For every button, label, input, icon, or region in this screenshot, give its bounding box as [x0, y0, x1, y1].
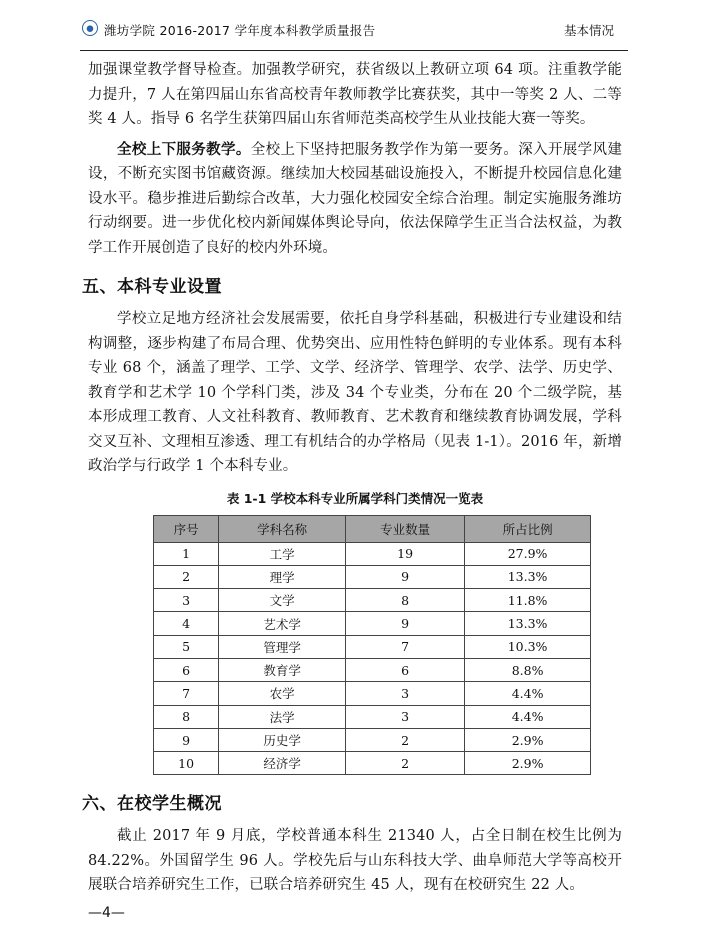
cell-count: 6 — [346, 658, 465, 681]
cell-count: 3 — [346, 705, 465, 728]
header-cell-number: 序号 — [154, 515, 219, 542]
cell-number: 4 — [154, 612, 219, 635]
cell-percentage: 4.4% — [465, 705, 591, 728]
cell-count: 9 — [346, 565, 465, 588]
table-row — [154, 542, 591, 565]
paragraph-service-teaching — [88, 138, 622, 261]
cell-count: 8 — [346, 589, 465, 612]
cell-discipline: 艺术学 — [219, 612, 346, 635]
table-row — [154, 565, 591, 588]
cell-discipline: 历史学 — [219, 728, 346, 751]
university-logo-icon — [82, 20, 98, 36]
section-label: 基本情况 — [563, 23, 614, 38]
table-row — [154, 612, 591, 635]
cell-percentage: 11.8% — [465, 589, 591, 612]
cell-discipline: 管理学 — [219, 635, 346, 658]
paragraph-body: 全校上下坚持把服务教学作为第一要务。深入开展学风建设，不断充实图书馆藏资源。继续加大校园基础设施投入，不断提升校园信息化建设水平。稳步推进后勤综合改革，大力强化校园安全综合治理。制定实施服务潍坊行动纲要。进一步优化校内新闻媒体舆论导向，依法保障学生正当合法权益，为教学工作开展创造了良好的校内外环境。 — [88, 141, 622, 256]
cell-percentage: 13.3% — [465, 612, 591, 635]
cell-number: 1 — [154, 542, 219, 565]
cell-percentage: 4.4% — [465, 682, 591, 705]
cell-percentage: 13.3% — [465, 565, 591, 588]
cell-discipline: 教育学 — [219, 658, 346, 681]
cell-discipline: 农学 — [219, 682, 346, 705]
table-row — [154, 752, 591, 775]
cell-count: 3 — [346, 682, 465, 705]
discipline-table — [153, 515, 591, 776]
paragraph-teaching-research: 加强课堂教学督导检查。加强教学研究，获省级以上教研立项 64 项。注重教学能力提升，7 人在第四届山东省高校青年教师教学比赛获奖，其中一等奖 2 人、二等奖 4 人。指导 6 名学生获第四届山东省师范类高校学生从业技能大赛一等奖。 — [88, 62, 622, 127]
header-cell-count: 专业数量 — [346, 515, 465, 542]
cell-count: 2 — [346, 752, 465, 775]
table-caption: 表 1-1 学校本科专业所属学科门类情况一览表 — [226, 490, 484, 506]
cell-percentage: 2.9% — [465, 752, 591, 775]
table-row — [154, 589, 591, 612]
table-row — [154, 682, 591, 705]
table-header-row — [154, 515, 591, 542]
table-row — [154, 658, 591, 681]
cell-discipline: 经济学 — [219, 752, 346, 775]
table-row — [154, 705, 591, 728]
cell-number: 5 — [154, 635, 219, 658]
cell-number: 3 — [154, 589, 219, 612]
section-heading-students: 六、在校学生概况 — [82, 794, 222, 815]
cell-count: 2 — [346, 728, 465, 751]
cell-count: 19 — [346, 542, 465, 565]
cell-percentage: 10.3% — [465, 635, 591, 658]
cell-number: 2 — [154, 565, 219, 588]
page-header — [80, 14, 628, 51]
cell-count: 7 — [346, 635, 465, 658]
paragraph-students: 截止 2017 年 9 月底，学校普通本科生 21340 人，占全日制在校生比例为 84.22%。外国留学生 96 人。学校先后与山东科技大学、曲阜师范大学等高校开展联合培养研究生工作，已联合培养研究生 45 人，现有在校研究生 22 人。 — [88, 828, 622, 894]
paragraph-majors: 学校立足地方经济社会发展需要，依托自身学科基础，积极进行专业建设和结构调整，逐步构建了布局合理、优势突出、应用性特色鲜明的专业体系。现有本科专业 68 个，涵盖了理学、工学、文学、经济学、管理学、农学、法学、历史学、教育学和艺术学 10 个学科门类，涉及 34 个专业类，分布在 20 个二级学院，基本形成理工教育、人文社科教育、教师教育、艺术教育和继续教育协调发展，学科交叉互补、文理相互渗透、理工有机结合的办学格局（见表 1-1）。2016 年，新增政治学与行政学 1 个本科专业。 — [88, 311, 622, 474]
cell-discipline: 理学 — [219, 565, 346, 588]
cell-number: 6 — [154, 658, 219, 681]
report-title: 潍坊学院 2016-2017 学年度本科教学质量报告 — [104, 23, 376, 38]
page-number: —4— — [88, 905, 125, 921]
table-row — [154, 728, 591, 751]
cell-count: 9 — [346, 612, 465, 635]
header-cell-percentage: 所占比例 — [465, 515, 591, 542]
cell-percentage: 2.9% — [465, 728, 591, 751]
cell-percentage: 8.8% — [465, 658, 591, 681]
table-row — [154, 635, 591, 658]
document-body — [82, 58, 622, 898]
header-cell-discipline: 学科名称 — [219, 515, 346, 542]
cell-number: 7 — [154, 682, 219, 705]
paragraph-lead-bold: 全校上下服务教学。 — [117, 140, 251, 158]
cell-discipline: 法学 — [219, 705, 346, 728]
cell-discipline: 文学 — [219, 589, 346, 612]
cell-percentage: 27.9% — [465, 542, 591, 565]
cell-number: 9 — [154, 728, 219, 751]
section-heading-majors: 五、本科专业设置 — [82, 277, 222, 297]
cell-discipline: 工学 — [219, 542, 346, 565]
cell-number: 8 — [154, 705, 219, 728]
cell-number: 10 — [154, 752, 219, 775]
